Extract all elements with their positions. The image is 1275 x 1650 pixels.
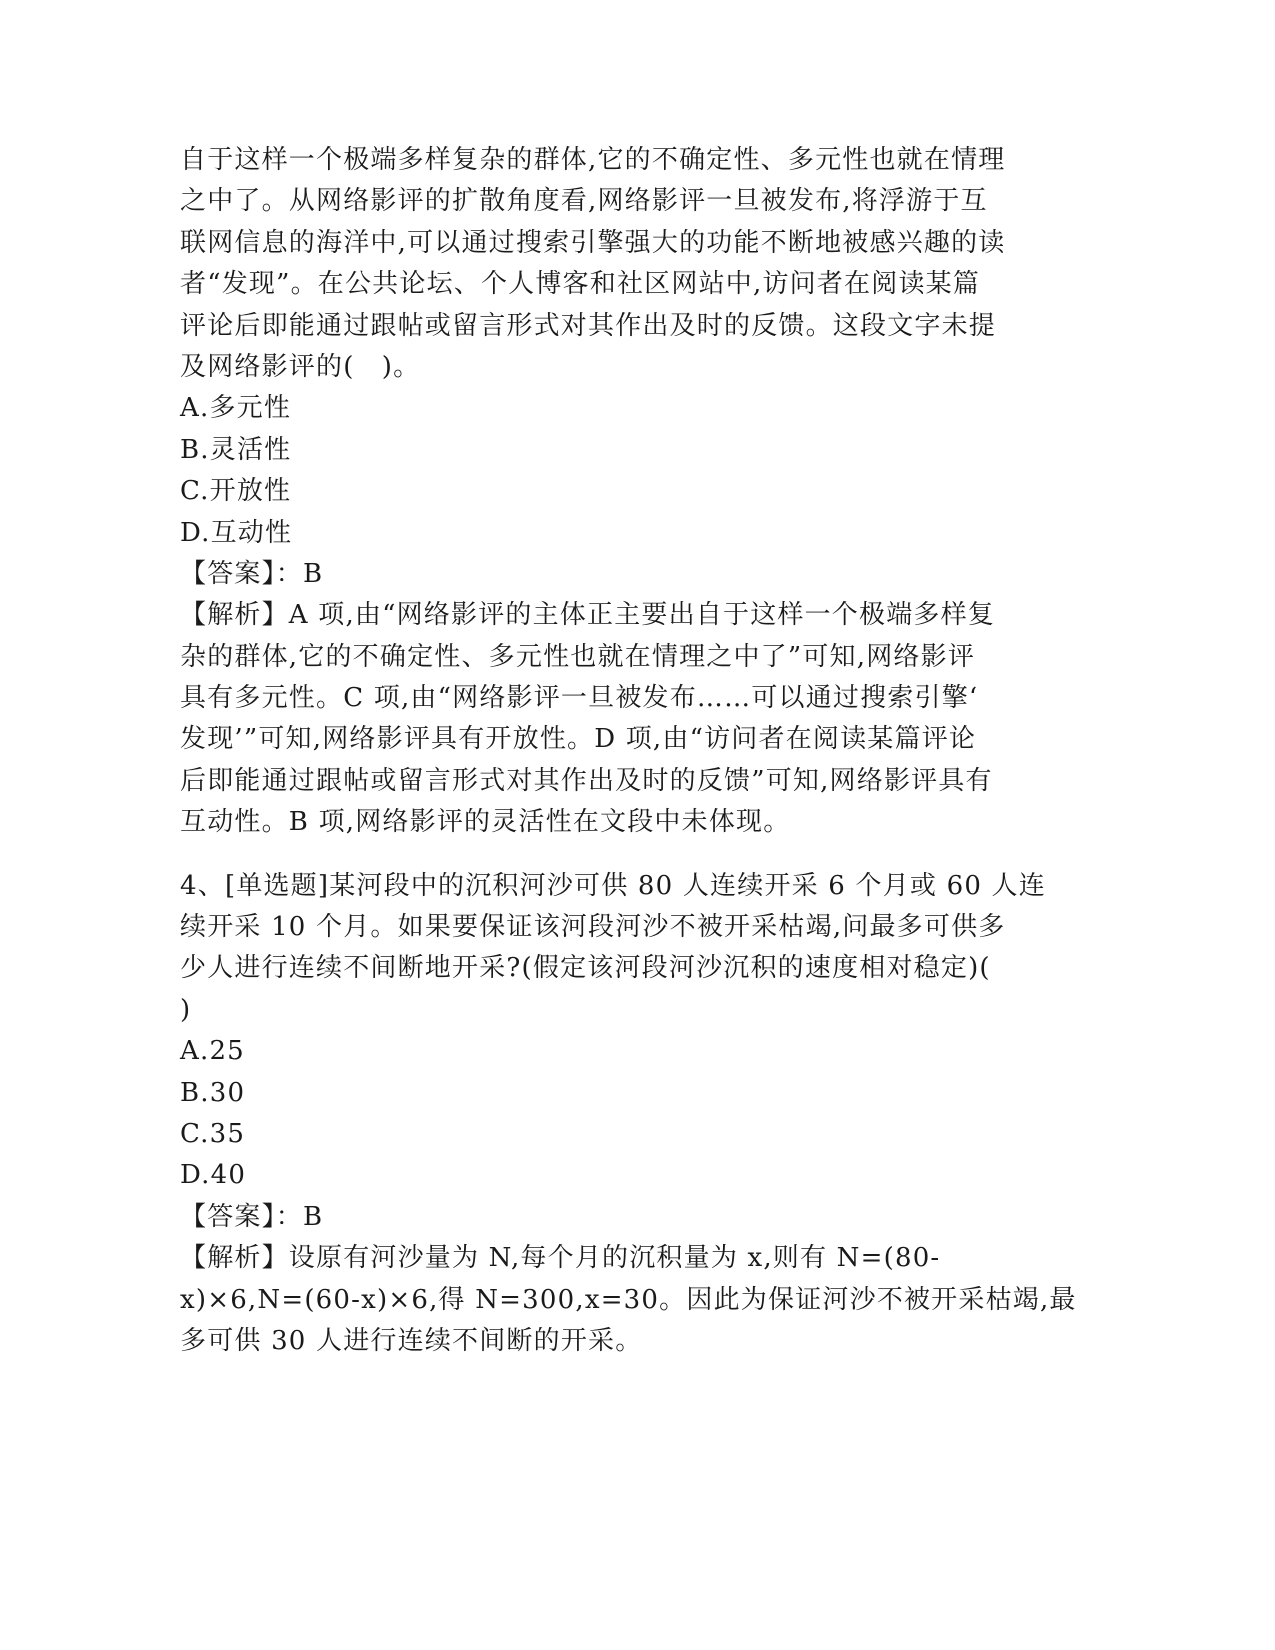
question-line: 4、[单选题]某河段中的沉积河沙可供 80 人连续开采 6 个月或 60 人连 (180, 870, 1046, 901)
analysis-line: 后即能通过跟帖或留言形式对其作出及时的反馈”可知,网络影评具有 (180, 765, 993, 796)
passage-line: 评论后即能通过跟帖或留言形式对其作出及时的反馈。这段文字未提 (180, 310, 997, 341)
option-a: A.多元性 (180, 393, 292, 424)
option-d: D.40 (180, 1160, 247, 1191)
q3-passage (180, 140, 1060, 388)
q3-answer: 【答案】：B (180, 558, 324, 589)
option-a: A.25 (180, 1036, 245, 1067)
question-line: 少人进行连续不间断地开采?(假定该河段河沙沉积的速度相对稳定)( (180, 953, 991, 984)
passage-line: 及网络影评的( )。 (180, 351, 421, 382)
passage-line: 自于这样一个极端多样复杂的群体,它的不确定性、多元性也就在情理 (180, 145, 1006, 175)
analysis-line: 多可供 30 人进行连续不间断的开采。 (180, 1325, 643, 1356)
q4-options (180, 1031, 1060, 1197)
question-line: ) (180, 994, 192, 1025)
question-line: 续开采 10 个月。如果要保证该河段河沙不被开采枯竭,问最多可供多 (180, 912, 1006, 943)
passage-line: 联网信息的海洋中,可以通过搜索引擎强大的功能不断地被感兴趣的读 (180, 227, 1006, 258)
analysis-line: 杂的群体,它的不确定性、多元性也就在情理之中了”可知,网络影评 (180, 641, 976, 672)
q4-question (180, 866, 1060, 1032)
q3-analysis (180, 595, 1060, 843)
q4-analysis (180, 1238, 1077, 1362)
document-page (180, 140, 1077, 1362)
analysis-line: 互动性。B 项,网络影评的灵活性在文段中未体现。 (180, 807, 791, 838)
passage-line: 之中了。从网络影评的扩散角度看,网络影评一旦被发布,将浮游于互 (180, 186, 988, 217)
option-d: D.互动性 (180, 517, 293, 548)
analysis-line: 发现’”可知,网络影评具有开放性。D 项,由“访问者在阅读某篇评论 (180, 724, 977, 755)
q4-answer: 【答案】：B (180, 1201, 324, 1232)
q3-options (180, 388, 1060, 554)
option-c: C.开放性 (180, 476, 292, 507)
analysis-line: x)×6,N=(60-x)×6,得 N=300,x=30。因此为保证河沙不被开采枯竭,最 (180, 1284, 1077, 1315)
option-b: B.30 (180, 1077, 246, 1108)
option-b: B.灵活性 (180, 434, 292, 465)
option-c: C.35 (180, 1118, 246, 1149)
analysis-line: 具有多元性。C 项,由“网络影评一旦被发布……可以通过搜索引擎‘ (180, 683, 979, 714)
analysis-line: 【解析】设原有河沙量为 N,每个月的沉积量为 x,则有 N=(80- (180, 1243, 941, 1274)
analysis-line: 【解析】A 项,由“网络影评的主体正主要出自于这样一个极端多样复 (180, 600, 995, 631)
section-gap (180, 844, 1060, 866)
passage-line: 者“发现”。在公共论坛、个人博客和社区网站中,访问者在阅读某篇 (180, 269, 981, 300)
